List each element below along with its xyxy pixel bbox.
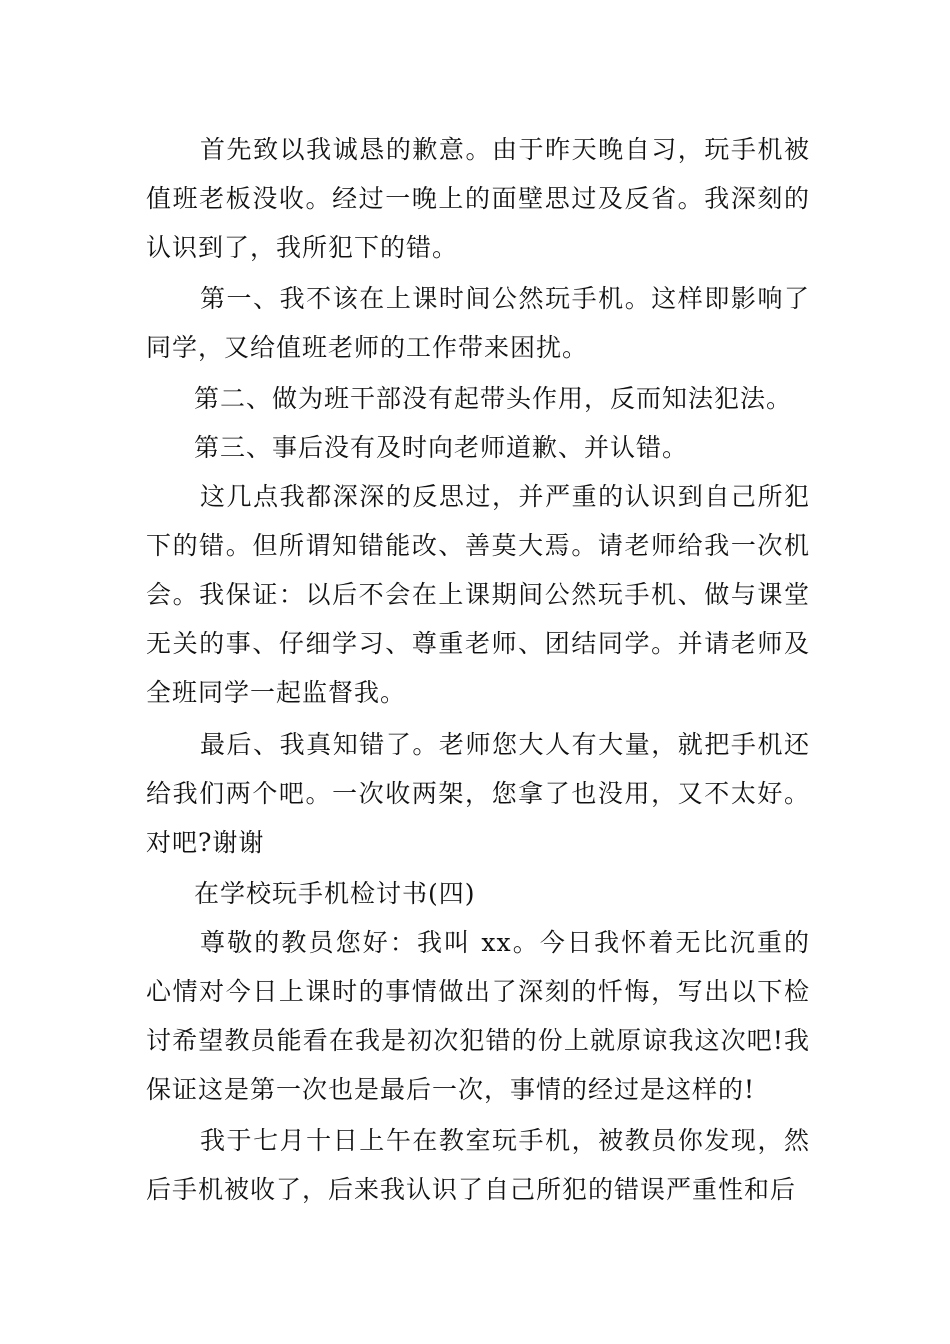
paragraph-greeting: 尊敬的教员您好：我叫 xx。今日我怀着无比沉重的心情对今日上课时的事情做出了深刻的忏悔，写出以下检讨希望教员能看在我是初次犯错的份上就原谅我这次吧!我保证这是第一次也是最后一次，事情的经过是这样的! [146, 928, 810, 1104]
paragraph-closing: 最后、我真知错了。老师您大人有大量，就把手机还给我们两个吧。一次收两架，您拿了也没用，又不太好。对吧?谢谢 [146, 730, 810, 857]
paragraph-point-three: 第三、事后没有及时向老师道歉、并认错。 [194, 433, 689, 462]
paragraph-incident: 我于七月十日上午在教室玩手机，被教员你发现，然后手机被收了，后来我认识了自己所犯的错误严重性和后 [146, 1126, 810, 1204]
section-title: 在学校玩手机检讨书(四) [194, 879, 476, 908]
paragraph-apology: 首先致以我诚恳的歉意。由于昨天晚自习，玩手机被值班老板没收。经过一晚上的面壁思过及反省。我深刻的认识到了，我所犯下的错。 [146, 135, 810, 262]
paragraph-point-two: 第二、做为班干部没有起带头作用，反而知法犯法。 [194, 384, 793, 413]
paragraph-reflection: 这几点我都深深的反思过，并严重的认识到自己所犯下的错。但所谓知错能改、善莫大焉。请老师给我一次机会。我保证：以后不会在上课期间公然玩手机、做与课堂无关的事、仔细学习、尊重老师、团结同学。并请老师及全班同学一起监督我。 [146, 482, 810, 707]
paragraph-point-one: 第一、我不该在上课时间公然玩手机。这样即影响了同学，又给值班老师的工作带来困扰。 [146, 284, 810, 362]
